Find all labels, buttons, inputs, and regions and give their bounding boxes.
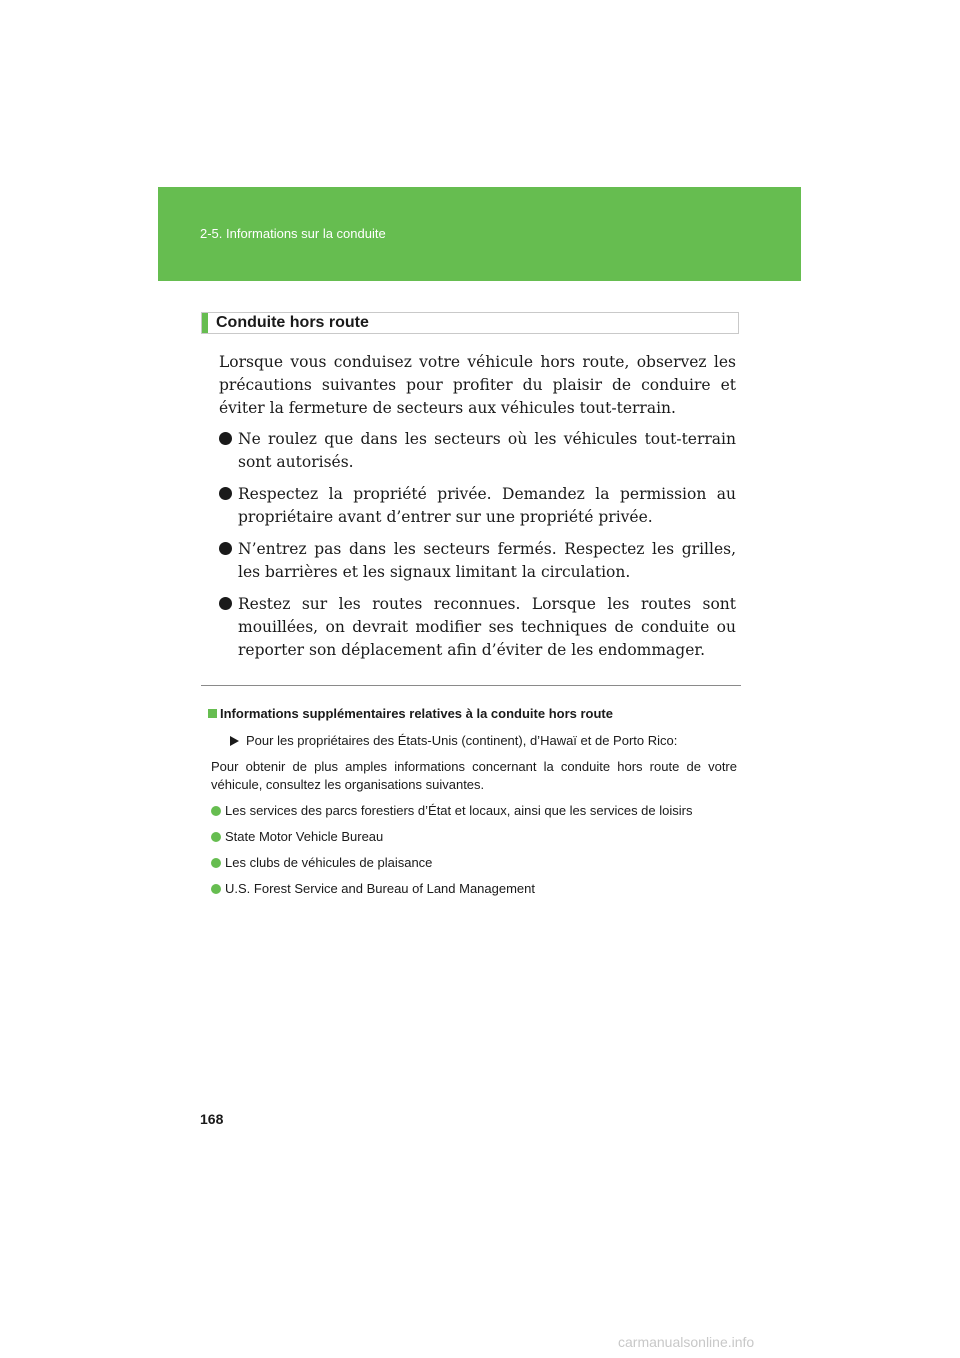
bullet-icon	[219, 432, 232, 445]
header-band	[158, 187, 801, 281]
bullet-icon	[219, 597, 232, 610]
list-item: Les services des parcs forestiers d’État et locaux, ainsi que les services de loisirs	[211, 802, 737, 820]
bullet-icon	[219, 542, 232, 555]
watermark: carmanualsonline.info	[618, 1334, 755, 1350]
bullet-icon	[219, 487, 232, 500]
section-label: 2-5. Informations sur la conduite	[200, 226, 386, 241]
precautions-list	[219, 428, 736, 671]
section-title-box	[201, 312, 739, 334]
divider	[201, 685, 741, 686]
section-title: Conduite hors route	[216, 314, 369, 331]
page-number: 168	[200, 1111, 224, 1127]
info-block	[208, 705, 737, 906]
list-item: Restez sur les routes reconnues. Lorsque les routes sont mouillées, on devrait modifier ses techniques de conduite ou reporter son déplacement afin d’éviter de les endommager.	[219, 593, 736, 662]
list-item: Les clubs de véhicules de plaisance	[211, 854, 737, 872]
green-bullet-icon	[211, 806, 221, 816]
list-item: N’entrez pas dans les secteurs fermés. Respectez les grilles, les barrières et les signaux limitant la circulation.	[219, 538, 736, 584]
green-bullet-icon	[211, 858, 221, 868]
intro-paragraph: Lorsque vous conduisez votre véhicule hors route, observez les précautions suivantes pour profiter du plaisir de conduire et éviter la fermeture de secteurs aux véhicules tout-terrain.	[219, 353, 736, 417]
list-item: State Motor Vehicle Bureau	[211, 828, 737, 846]
green-bullet-icon	[211, 832, 221, 842]
list-item: Respectez la propriété privée. Demandez la permission au propriétaire avant d’entrer sur une propriété privée.	[219, 483, 736, 529]
organizations-list	[211, 802, 737, 898]
green-bullet-icon	[211, 884, 221, 894]
triangle-arrow-icon	[230, 736, 239, 746]
title-marker	[202, 313, 208, 333]
info-body: Pour obtenir de plus amples informations concernant la conduite hors route de votre véhicule, consultez les organisations suivantes.	[211, 759, 737, 792]
square-bullet-icon	[208, 709, 217, 718]
list-item: Ne roulez que dans les secteurs où les véhicules tout-terrain sont autorisés.	[219, 428, 736, 474]
info-heading: Informations supplémentaires relatives à la conduite hors route	[208, 705, 737, 723]
info-subheading: Pour les propriétaires des États-Unis (continent), d’Hawaï et de Porto Rico:	[230, 732, 737, 750]
list-item: U.S. Forest Service and Bureau of Land Management	[211, 880, 737, 898]
